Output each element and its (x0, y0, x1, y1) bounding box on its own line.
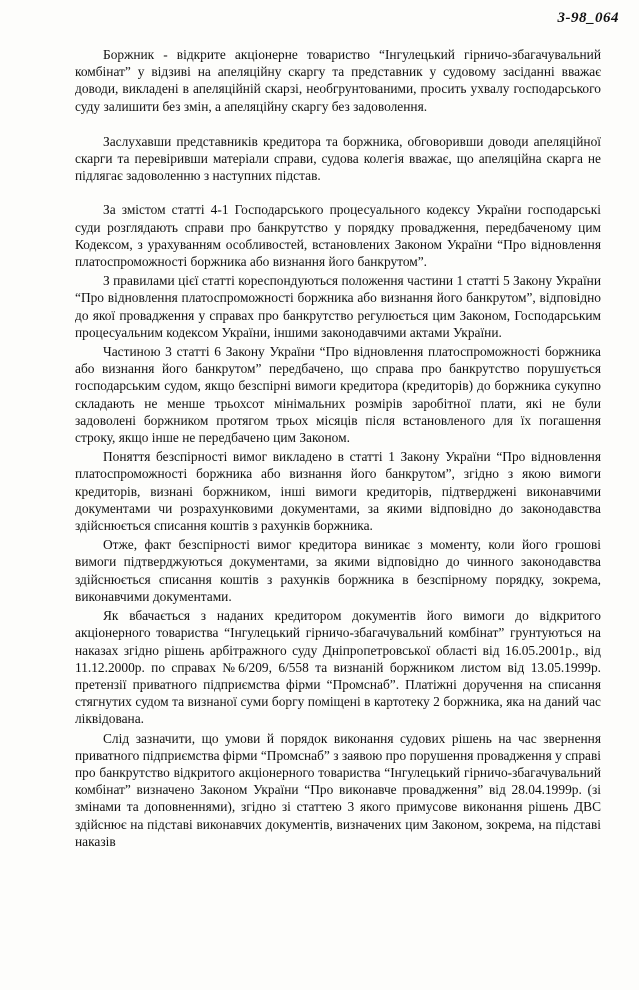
paragraph: Частиною 3 статті 6 Закону України “Про відновлення платоспроможності боржника або визнання його банкрутом” передбачено, що справа про банкрутство порушується господарським судом, якщо безспірні вимоги кредитора (кредиторів) до боржника сукупно складають не менше трьохсот мінімальних розмірів заробітної плати, які не були задоволені боржником протягом трьох місяців після встановленого для їх погашення строку, якщо інше не передбачено цим Законом. (75, 344, 601, 446)
paragraph: Слід зазначити, що умови й порядок виконання судових рішень на час звернення приватного підприємства фірми “Промснаб” з заявою про порушення провадження у справі про банкрутство відкритого акціонерного товариства “Інгулецький гірничо-збагачувальний комбінат” визначено Законом України “Про виконавче провадження” від 28.04.1999р. (зі змінами та доповненнями), згідно зі статтею 3 якого примусове виконання рішень ДВС здійснює на підставі виконавчих документів, визначених цим Законом, зокрема, на підставі наказів (75, 730, 601, 849)
paragraph: Боржник - відкрите акціонерне товариство “Інгулецький гірничо-збагачувальний комбінат” у відзиві на апеляційну скаргу та представник у судовому засіданні вважає доводи, викладені в апеляційній скарзі, необгрунтованими, просить ухвалу господарського суду залишити без змін, а апеляційну скаргу без задоволення. (75, 47, 601, 114)
paragraph: За змістом статті 4-1 Господарського процесуального кодексу України господарські суди розглядають справи про банкрутство у порядку провадження, передбаченому цим Кодексом, з урахуванням особливостей, встановлених Законом України “Про відновлення платоспроможності боржника або визнання його банкрутом”. (75, 202, 601, 270)
paragraph: З правилами цієї статті кореспондуються положення частини 1 статті 5 Закону України “Про відновлення платоспроможності боржника або визнання його банкрутом”, відповідно до якої провадження у справах про банкрутство регулюється цим Законом, Господарським процесуальним кодексом України, іншими законодавчими актами України. (75, 273, 601, 340)
document-number: 3-98_064 (557, 10, 619, 26)
document-body (75, 46, 601, 850)
paragraph: Отже, факт безспірності вимог кредитора виникає з моменту, коли його грошові вимоги підтверджуються документами, за якими відповідно до чинного законодавства здійснюється списання коштів з рахунків боржника в безспірному порядку, зокрема, виконавчими документами. (75, 537, 601, 604)
paragraph: Як вбачається з наданих кредитором документів його вимоги до відкритого акціонерного товариства “Інгулецький гірничо-збагачувальний комбінат” грунтуються на наказах згідно рішень арбітражного суду Дніпропетровської області від 16.05.2001р., від 11.12.2000р. по справах №6/209, 6/558 та визнаній боржником листом від 13.05.1999р. претензії приватного підприємства фірми “Промснаб”. Платіжні доручення на списання стягнутих судом та визнаної суми боргу поміщені в картотеку 2 боржника, яка на даний час ліквідована. (75, 608, 601, 727)
paragraph: Поняття безспірності вимог викладено в статті 1 Закону України “Про відновлення платоспроможності боржника або визнання його банкрутом”, згідно з якою вимоги кредиторів, визнані боржником, інші вимоги кредиторів, підтверджені виконавчими документами чи розрахунковими документами, за якими відповідно до законодавства здійснюється списання коштів з рахунків боржника. (75, 449, 601, 534)
paragraph: Заслухавши представників кредитора та боржника, обговоривши доводи апеляційної скарги та перевіривши матеріали справи, судова колегія вважає, що апеляційна скарга не підлягає задоволенню з наступних підстав. (75, 133, 601, 184)
